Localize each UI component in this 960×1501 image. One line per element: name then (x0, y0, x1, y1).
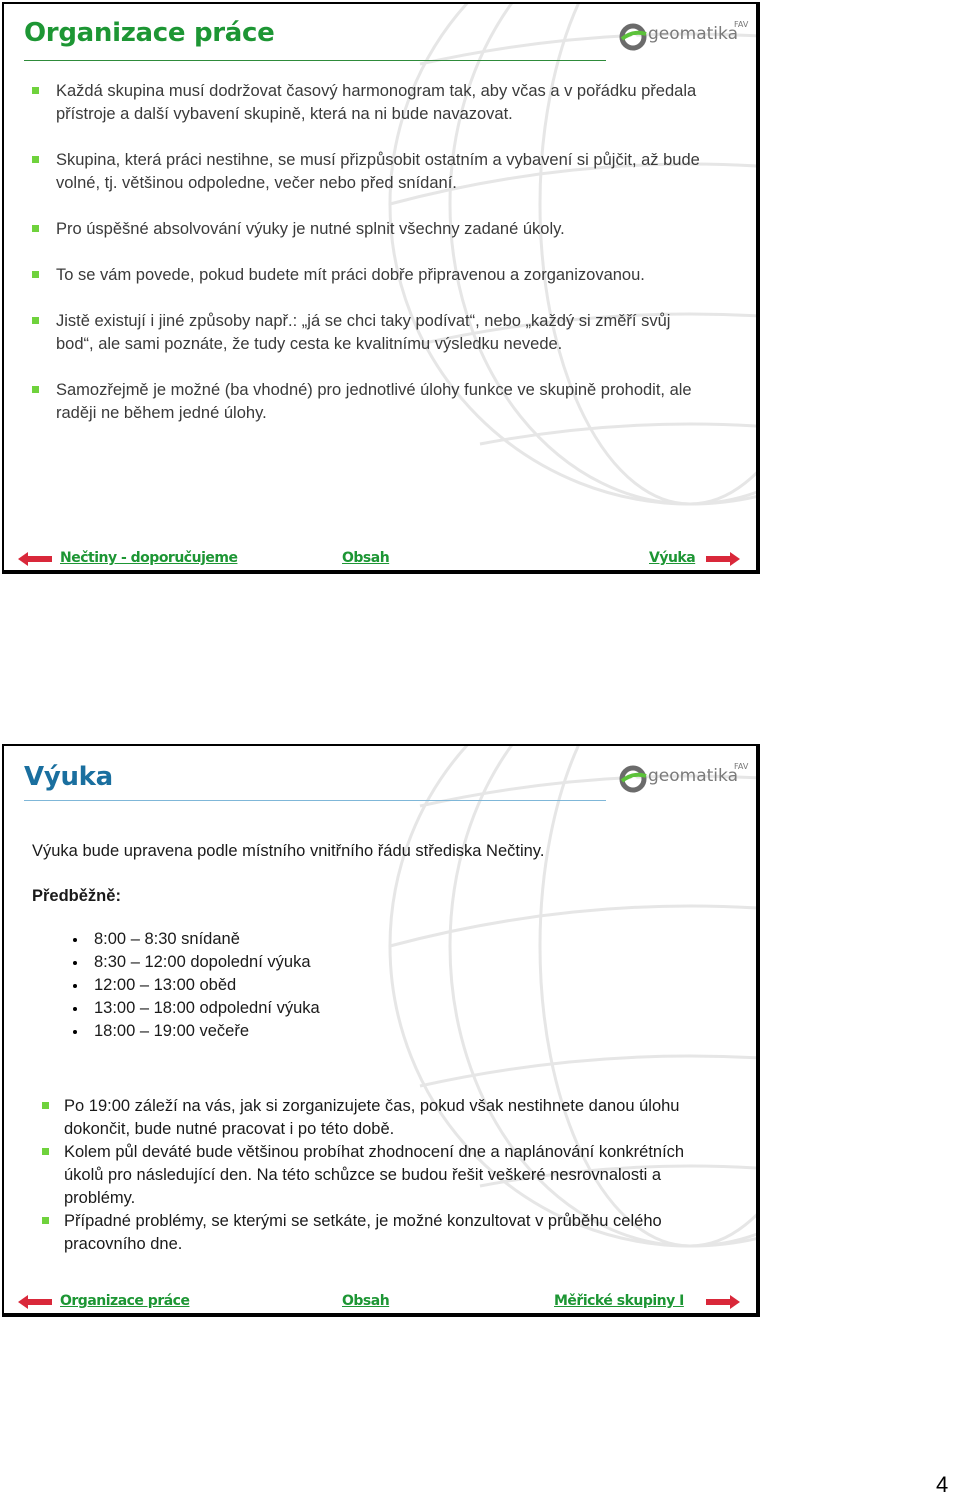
subheading: Předběžně: (32, 887, 121, 905)
schedule-item: 13:00 – 18:00 odpolední výuka (70, 997, 320, 1020)
arrow-left-icon[interactable] (18, 552, 52, 566)
bullet-list (40, 1095, 720, 1256)
contents-link[interactable]: Obsah (342, 1293, 390, 1309)
geomatika-logo (618, 20, 758, 52)
prev-link[interactable]: Nečtiny - doporučujeme (60, 550, 238, 566)
geomatika-logo (618, 762, 758, 794)
list-item: Každá skupina musí dodržovat časový harmonogram tak, aby včas a v pořádku předala přístroje a další vybavení skupině, která na ni bude navazovat. (30, 80, 710, 126)
logo-text: geomatika (648, 766, 738, 786)
slide-footer-nav (4, 548, 758, 572)
list-item: Případné problémy, se kterými se setkáte, je možné konzultovat v průběhu celého pracovního dne. (40, 1210, 720, 1256)
schedule-item: 8:00 – 8:30 snídaně (70, 928, 320, 951)
schedule-item: 12:00 – 13:00 oběd (70, 974, 320, 997)
list-item: Kolem půl deváté bude většinou probíhat zhodnocení dne a naplánování konkrétních úkolů pro následující den. Na této schůzce se budou řešit veškeré nesrovnalosti a problémy. (40, 1141, 720, 1210)
title-divider (24, 800, 606, 801)
slide-organizace-prace (2, 2, 760, 574)
list-item: Jistě existují i jiné způsoby např.: „já se chci taky podívat“, nebo „každý si změří svůj bod“, ale sami poznáte, že tudy cesta ke kvalitnímu výsledku nevede. (30, 310, 710, 356)
page-number: 4 (936, 1472, 949, 1497)
arrow-right-icon[interactable] (706, 1295, 740, 1309)
prev-link[interactable]: Organizace práce (60, 1293, 190, 1309)
slide-title: Organizace práce (24, 18, 275, 48)
next-link[interactable]: Výuka (649, 550, 696, 566)
schedule-item: 18:00 – 19:00 večeře (70, 1020, 320, 1043)
schedule-list (70, 928, 320, 1043)
list-item: Skupina, která práci nestihne, se musí přizpůsobit ostatním a vybavení si půjčit, až bude volné, tj. většinou odpoledne, večer nebo před snídaní. (30, 149, 710, 195)
contents-link[interactable]: Obsah (342, 550, 390, 566)
schedule-item: 8:30 – 12:00 dopolední výuka (70, 951, 320, 974)
next-link[interactable]: Měřické skupiny I (554, 1293, 684, 1309)
logo-text: geomatika (648, 24, 738, 44)
slide-title: Výuka (24, 762, 113, 792)
intro-text: Výuka bude upravena podle místního vnitřního řádu střediska Nečtiny. (32, 842, 545, 860)
bullet-list (30, 80, 710, 448)
logo-superscript: FAV (734, 20, 749, 29)
slide-footer-nav (4, 1291, 758, 1315)
logo-superscript: FAV (734, 762, 749, 771)
arrow-right-icon[interactable] (706, 552, 740, 566)
slide-vyuka (2, 744, 760, 1317)
list-item: Po 19:00 záleží na vás, jak si zorganizujete čas, pokud však nestihnete danou úlohu dokončit, bude nutné pracovat i po této době. (40, 1095, 720, 1141)
list-item: Pro úspěšné absolvování výuky je nutné splnit všechny zadané úkoly. (30, 218, 710, 241)
arrow-left-icon[interactable] (18, 1295, 52, 1309)
list-item: To se vám povede, pokud budete mít práci dobře připravenou a zorganizovanou. (30, 264, 710, 287)
list-item: Samozřejmě je možné (ba vhodné) pro jednotlivé úlohy funkce ve skupině prohodit, ale raději ne během jedné úlohy. (30, 379, 710, 425)
title-divider (24, 60, 606, 61)
